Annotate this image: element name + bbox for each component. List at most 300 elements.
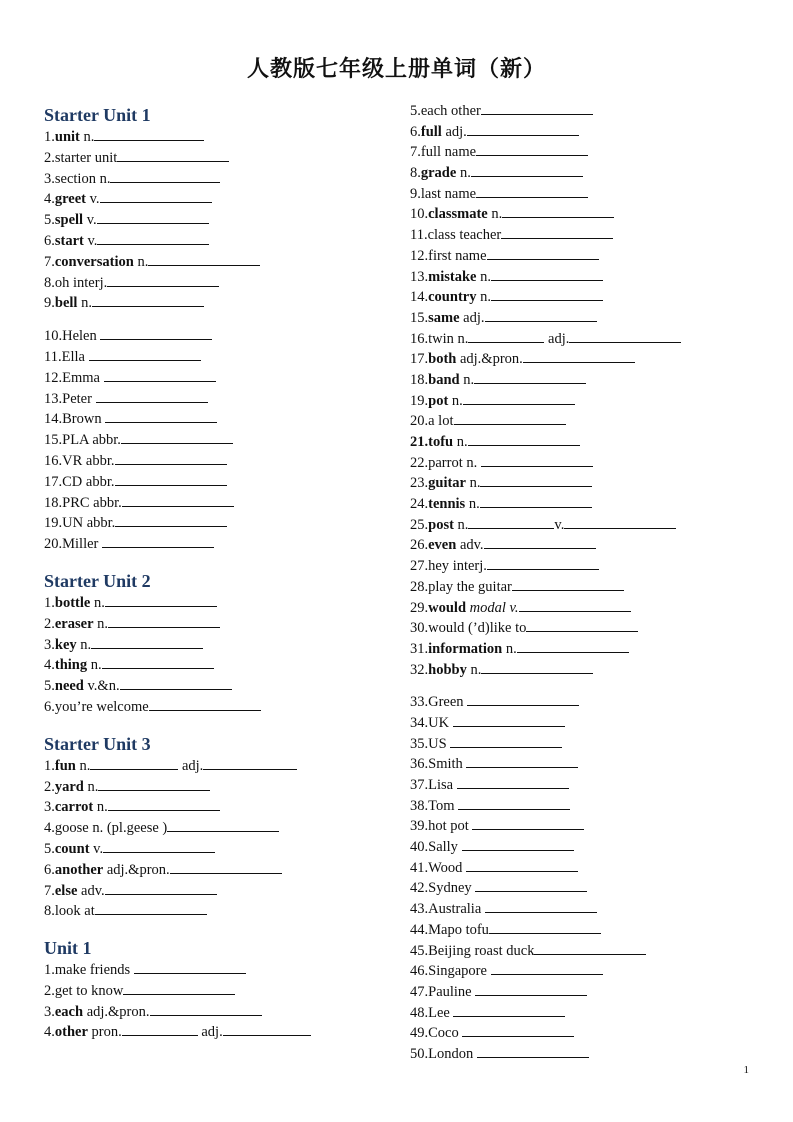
answer-blank[interactable] bbox=[468, 516, 554, 529]
item-word: would (’d)like to bbox=[428, 620, 527, 637]
part-of-speech: abbr. bbox=[89, 494, 122, 511]
answer-blank[interactable] bbox=[467, 123, 579, 136]
item-number: 8. bbox=[44, 274, 55, 291]
item-word: other bbox=[54, 1024, 88, 1041]
vocab-item bbox=[410, 692, 790, 713]
vocab-item bbox=[410, 411, 790, 432]
item-word: parrot bbox=[428, 454, 463, 471]
vocab-item bbox=[44, 273, 374, 294]
item-word: Smith bbox=[428, 756, 463, 773]
item-number: 2. bbox=[44, 982, 55, 999]
item-number: 38. bbox=[410, 797, 429, 814]
answer-blank[interactable] bbox=[501, 226, 613, 239]
part-of-speech: abbr. bbox=[82, 473, 115, 490]
vocab-item bbox=[410, 754, 790, 775]
item-number: 12. bbox=[410, 247, 429, 264]
vocab-item bbox=[44, 127, 374, 148]
item-word: same bbox=[428, 309, 460, 326]
answer-blank[interactable] bbox=[91, 636, 203, 649]
vocab-item bbox=[410, 899, 790, 920]
part-of-speech: abbr. bbox=[88, 432, 121, 449]
answer-blank[interactable] bbox=[466, 859, 578, 872]
item-number: 11. bbox=[410, 227, 428, 244]
vocab-item bbox=[410, 961, 790, 982]
item-number: 15. bbox=[44, 432, 63, 449]
right-column bbox=[410, 101, 790, 1065]
vocab-item bbox=[410, 775, 790, 796]
answer-blank[interactable] bbox=[487, 557, 599, 570]
item-number: 3. bbox=[44, 170, 55, 187]
answer-blank[interactable] bbox=[103, 840, 215, 853]
answer-blank[interactable] bbox=[476, 143, 588, 156]
item-word: hot pot bbox=[428, 818, 469, 835]
part-of-speech: n. bbox=[83, 778, 99, 795]
item-number: 1. bbox=[44, 594, 55, 611]
vocab-item bbox=[44, 697, 374, 718]
item-number: 44. bbox=[410, 921, 429, 938]
part-of-speech: n. bbox=[93, 799, 108, 816]
item-number: 4. bbox=[44, 1024, 55, 1041]
answer-blank[interactable] bbox=[90, 757, 178, 770]
vocab-item bbox=[410, 494, 790, 515]
vocab-item bbox=[410, 204, 790, 225]
answer-blank[interactable] bbox=[491, 268, 603, 281]
answer-blank[interactable] bbox=[487, 247, 599, 260]
answer-blank[interactable] bbox=[105, 594, 217, 607]
answer-blank[interactable] bbox=[450, 735, 562, 748]
vocab-item bbox=[410, 267, 790, 288]
vocab-item bbox=[410, 920, 790, 941]
vocab-item bbox=[44, 148, 374, 169]
part-of-speech: n. bbox=[465, 475, 481, 492]
item-word: Peter bbox=[62, 390, 92, 407]
answer-blank[interactable] bbox=[102, 535, 214, 548]
part-of-speech: n. bbox=[448, 392, 463, 409]
vocab-item bbox=[44, 368, 374, 389]
item-word: even bbox=[428, 537, 457, 554]
answer-blank[interactable] bbox=[122, 1023, 198, 1036]
vocab-item bbox=[44, 231, 374, 252]
answer-blank[interactable] bbox=[534, 942, 646, 955]
vocab-item bbox=[410, 515, 790, 536]
part-of-speech: adj. bbox=[459, 309, 485, 326]
part-of-speech-2: adj. bbox=[544, 330, 570, 347]
vocab-item bbox=[410, 639, 790, 660]
answer-blank[interactable] bbox=[481, 102, 593, 115]
item-number: 46. bbox=[410, 963, 429, 980]
item-word: bottle bbox=[54, 594, 91, 611]
answer-blank[interactable] bbox=[485, 900, 597, 913]
answer-blank[interactable] bbox=[150, 1003, 262, 1016]
vocab-item bbox=[410, 982, 790, 1003]
answer-blank[interactable] bbox=[481, 454, 593, 467]
answer-blank[interactable] bbox=[203, 757, 297, 770]
vocab-item bbox=[410, 225, 790, 246]
item-number: 42. bbox=[410, 880, 429, 897]
vocab-item bbox=[410, 713, 790, 734]
item-word: grade bbox=[420, 165, 457, 182]
item-word: fun bbox=[54, 757, 76, 774]
vocab-item bbox=[410, 391, 790, 412]
answer-blank[interactable] bbox=[526, 619, 638, 632]
vocab-item bbox=[44, 901, 374, 922]
item-number: 35. bbox=[410, 735, 429, 752]
item-number: 20. bbox=[44, 536, 63, 553]
item-number: 8. bbox=[410, 165, 421, 182]
part-of-speech: v. bbox=[89, 840, 104, 857]
item-number: 34. bbox=[410, 714, 429, 731]
item-number: 18. bbox=[44, 494, 63, 511]
item-word: Lee bbox=[428, 1004, 450, 1021]
vocab-item bbox=[410, 184, 790, 205]
item-number: 49. bbox=[410, 1025, 429, 1042]
item-word: Green bbox=[428, 694, 464, 711]
item-word: guitar bbox=[428, 475, 466, 492]
item-number: 11. bbox=[44, 348, 62, 365]
page-title: 人教版七年级上册单词（新） bbox=[246, 56, 546, 82]
vocab-item bbox=[410, 1003, 790, 1024]
answer-blank[interactable] bbox=[471, 164, 583, 177]
answer-blank[interactable] bbox=[463, 392, 575, 405]
item-word: look at bbox=[54, 903, 95, 920]
answer-blank[interactable] bbox=[462, 838, 574, 851]
item-word: Sydney bbox=[428, 880, 472, 897]
part-of-speech: n. bbox=[476, 289, 491, 306]
item-word: UN bbox=[62, 515, 84, 532]
answer-blank[interactable] bbox=[115, 452, 227, 465]
answer-blank[interactable] bbox=[107, 274, 219, 287]
answer-blank[interactable] bbox=[223, 1023, 311, 1036]
part-of-speech: interj. bbox=[69, 274, 108, 291]
answer-blank[interactable] bbox=[475, 879, 587, 892]
part-of-speech: n. bbox=[459, 371, 475, 388]
answer-blank[interactable] bbox=[115, 473, 227, 486]
answer-blank[interactable] bbox=[110, 170, 220, 183]
vocab-item bbox=[44, 1022, 374, 1043]
part-of-speech: n. bbox=[79, 129, 95, 145]
item-number: 21. bbox=[410, 434, 429, 450]
part-of-speech: adj.&pron. bbox=[83, 1003, 150, 1020]
part-of-speech: pron. bbox=[87, 1024, 122, 1041]
answer-blank[interactable] bbox=[564, 516, 676, 529]
answer-blank[interactable] bbox=[89, 348, 201, 361]
answer-blank[interactable] bbox=[480, 495, 592, 508]
item-word: US bbox=[428, 735, 447, 752]
item-number: 5. bbox=[44, 212, 55, 229]
item-number: 3. bbox=[44, 799, 55, 816]
item-word: Miller bbox=[62, 536, 99, 553]
item-number: 29. bbox=[410, 599, 429, 616]
vocab-item bbox=[44, 797, 374, 818]
section-heading: Unit 1 bbox=[44, 938, 92, 959]
answer-blank[interactable] bbox=[149, 698, 261, 711]
vocab-item bbox=[44, 493, 374, 514]
answer-blank[interactable] bbox=[491, 962, 603, 975]
vocab-item bbox=[410, 349, 790, 370]
vocab-item bbox=[44, 293, 374, 314]
part-of-speech: modal v. bbox=[466, 599, 519, 616]
item-number: 41. bbox=[410, 859, 429, 876]
item-number: 6. bbox=[44, 698, 55, 715]
item-word: Beijing roast duck bbox=[428, 942, 535, 959]
answer-blank[interactable] bbox=[468, 330, 544, 343]
vocab-item bbox=[44, 593, 374, 614]
vocab-item bbox=[44, 409, 374, 430]
item-word: CD bbox=[62, 473, 83, 490]
item-word: twin bbox=[428, 330, 454, 347]
vocab-item bbox=[44, 981, 374, 1002]
vocab-item bbox=[410, 837, 790, 858]
vocab-item bbox=[410, 473, 790, 494]
answer-blank[interactable] bbox=[108, 798, 220, 811]
answer-blank[interactable] bbox=[105, 882, 217, 895]
answer-blank[interactable] bbox=[519, 599, 631, 612]
vocab-item bbox=[410, 858, 790, 879]
vocab-item bbox=[44, 614, 374, 635]
item-word: PRC bbox=[62, 494, 90, 511]
item-word: need bbox=[54, 678, 84, 695]
item-number: 4. bbox=[44, 657, 55, 674]
part-of-speech: adj.&pron. bbox=[103, 861, 170, 878]
item-number: 20. bbox=[410, 413, 429, 430]
item-word: start bbox=[54, 232, 84, 249]
item-word: Australia bbox=[428, 901, 482, 918]
item-number: 40. bbox=[410, 839, 429, 856]
item-word: full bbox=[420, 123, 442, 140]
item-number: 39. bbox=[410, 818, 429, 835]
item-number: 4. bbox=[44, 820, 55, 837]
answer-blank[interactable] bbox=[569, 330, 681, 343]
vocab-item bbox=[44, 389, 374, 410]
item-word: Singapore bbox=[428, 963, 487, 980]
item-number: 2. bbox=[44, 615, 55, 632]
answer-blank[interactable] bbox=[167, 819, 279, 832]
vocab-item bbox=[410, 246, 790, 267]
answer-blank[interactable] bbox=[95, 902, 207, 915]
vocab-item bbox=[44, 676, 374, 697]
item-number: 2. bbox=[44, 778, 55, 795]
part-of-speech: n. bbox=[465, 496, 480, 513]
answer-blank[interactable] bbox=[120, 677, 232, 690]
answer-blank[interactable] bbox=[477, 1045, 589, 1058]
item-word: greet bbox=[54, 191, 86, 208]
part-of-speech-2: adj. bbox=[197, 1024, 223, 1041]
answer-blank[interactable] bbox=[523, 350, 635, 363]
vocab-item bbox=[44, 777, 374, 798]
answer-blank[interactable] bbox=[100, 327, 212, 340]
answer-blank[interactable] bbox=[100, 190, 212, 203]
answer-blank[interactable] bbox=[485, 309, 597, 322]
vocab-item bbox=[410, 734, 790, 755]
item-number: 6. bbox=[44, 232, 55, 249]
item-number: 24. bbox=[410, 496, 429, 513]
answer-blank[interactable] bbox=[134, 961, 246, 974]
answer-blank[interactable] bbox=[457, 776, 569, 789]
item-word: another bbox=[54, 861, 104, 878]
vocab-item bbox=[410, 618, 790, 639]
item-number: 45. bbox=[410, 942, 429, 959]
answer-blank[interactable] bbox=[491, 288, 603, 301]
vocab-item bbox=[410, 1044, 790, 1065]
answer-blank[interactable] bbox=[117, 149, 229, 162]
vocab-item bbox=[410, 598, 790, 619]
vocab-item bbox=[44, 655, 374, 676]
item-number: 2. bbox=[44, 149, 55, 166]
answer-blank[interactable] bbox=[512, 578, 624, 591]
answer-blank[interactable] bbox=[458, 797, 570, 810]
item-word: goose bbox=[54, 820, 89, 837]
answer-blank[interactable] bbox=[94, 128, 204, 141]
vocab-item bbox=[44, 451, 374, 472]
answer-blank[interactable] bbox=[489, 921, 601, 934]
part-of-speech: adv. bbox=[77, 882, 105, 899]
item-number: 1. bbox=[44, 129, 55, 145]
answer-blank[interactable] bbox=[121, 431, 233, 444]
answer-blank[interactable] bbox=[170, 861, 282, 874]
item-word: get to know bbox=[54, 982, 124, 999]
part-of-speech: abbr. bbox=[83, 515, 116, 532]
part-of-speech: n. bbox=[90, 594, 105, 611]
answer-blank[interactable] bbox=[102, 656, 214, 669]
item-number: 32. bbox=[410, 661, 429, 678]
vocab-item bbox=[410, 941, 790, 962]
vocab-item bbox=[410, 142, 790, 163]
item-word: Ella bbox=[61, 348, 85, 365]
answer-blank[interactable] bbox=[122, 494, 234, 507]
item-number: 23. bbox=[410, 475, 429, 492]
item-word: Tom bbox=[428, 797, 455, 814]
answer-blank[interactable] bbox=[476, 185, 588, 198]
answer-blank[interactable] bbox=[502, 205, 614, 218]
vocab-item bbox=[410, 796, 790, 817]
item-number: 25. bbox=[410, 516, 429, 533]
item-number: 5. bbox=[44, 840, 55, 857]
answer-blank[interactable] bbox=[108, 615, 220, 628]
answer-blank[interactable] bbox=[148, 253, 260, 266]
item-word: you’re welcome bbox=[54, 698, 149, 715]
answer-blank[interactable] bbox=[453, 714, 565, 727]
item-number: 13. bbox=[44, 390, 63, 407]
section-heading: Starter Unit 1 bbox=[44, 105, 151, 125]
answer-blank[interactable] bbox=[462, 1024, 574, 1037]
answer-blank[interactable] bbox=[481, 661, 593, 674]
vocab-item bbox=[44, 326, 374, 347]
part-of-speech: n. bbox=[453, 330, 469, 347]
item-word: Mapo tofu bbox=[428, 921, 489, 938]
item-word: hey bbox=[428, 558, 450, 575]
item-number: 7. bbox=[410, 144, 421, 161]
vocab-item bbox=[410, 101, 790, 122]
item-word: Emma bbox=[62, 369, 100, 386]
answer-blank[interactable] bbox=[517, 640, 629, 653]
answer-blank[interactable] bbox=[468, 433, 580, 446]
item-word: PLA bbox=[62, 432, 89, 449]
answer-blank[interactable] bbox=[474, 371, 586, 384]
part-of-speech: n. bbox=[87, 657, 102, 674]
vocab-item bbox=[410, 660, 790, 681]
item-word: Coco bbox=[428, 1025, 459, 1042]
item-word: last name bbox=[420, 185, 477, 202]
answer-blank[interactable] bbox=[484, 536, 596, 549]
vocab-item bbox=[410, 453, 790, 474]
vocab-item bbox=[44, 839, 374, 860]
answer-blank[interactable] bbox=[472, 817, 584, 830]
item-word: class teacher bbox=[427, 227, 502, 244]
answer-blank[interactable] bbox=[480, 474, 592, 487]
answer-blank[interactable] bbox=[454, 412, 566, 425]
answer-blank[interactable] bbox=[98, 778, 210, 791]
vocab-item bbox=[410, 329, 790, 350]
answer-blank[interactable] bbox=[92, 294, 204, 307]
item-word: would bbox=[428, 599, 467, 616]
item-word: bell bbox=[54, 295, 78, 312]
item-number: 12. bbox=[44, 369, 63, 386]
answer-blank[interactable] bbox=[467, 693, 579, 706]
answer-blank[interactable] bbox=[453, 1004, 565, 1017]
item-word: tofu bbox=[428, 434, 454, 450]
item-word: post bbox=[428, 516, 454, 533]
item-number: 16. bbox=[410, 330, 429, 347]
item-number: 10. bbox=[44, 328, 63, 345]
item-number: 31. bbox=[410, 640, 429, 657]
answer-blank[interactable] bbox=[96, 390, 208, 403]
vocab-item bbox=[44, 1002, 374, 1023]
item-number: 15. bbox=[410, 309, 429, 326]
item-word: information bbox=[428, 640, 503, 657]
answer-blank[interactable] bbox=[466, 755, 578, 768]
vocab-item bbox=[44, 818, 374, 839]
item-number: 8. bbox=[44, 903, 55, 920]
part-of-speech: n. bbox=[76, 636, 92, 653]
part-of-speech: n. bbox=[502, 640, 517, 657]
vocab-item bbox=[410, 535, 790, 556]
item-number: 22. bbox=[410, 454, 429, 471]
item-word: count bbox=[54, 840, 90, 857]
part-of-speech: n. bbox=[453, 516, 469, 533]
vocab-item bbox=[44, 347, 374, 368]
answer-blank[interactable] bbox=[104, 369, 216, 382]
answer-blank[interactable] bbox=[115, 514, 227, 527]
vocab-item bbox=[44, 960, 374, 981]
vocab-item bbox=[44, 860, 374, 881]
vocab-item bbox=[410, 163, 790, 184]
vocab-item bbox=[410, 432, 790, 453]
answer-blank[interactable] bbox=[105, 410, 217, 423]
answer-blank[interactable] bbox=[475, 983, 587, 996]
vocab-item bbox=[44, 635, 374, 656]
item-number: 14. bbox=[410, 289, 429, 306]
vocab-item bbox=[44, 513, 374, 534]
item-number: 16. bbox=[44, 452, 63, 469]
item-word: unit bbox=[54, 129, 80, 145]
item-word: mistake bbox=[428, 268, 477, 285]
part-of-speech: abbr. bbox=[82, 452, 115, 469]
answer-blank[interactable] bbox=[97, 211, 209, 224]
item-word: eraser bbox=[54, 615, 94, 632]
answer-blank[interactable] bbox=[97, 232, 209, 245]
part-of-speech: n. (pl.geese ) bbox=[88, 820, 168, 837]
item-word: each other bbox=[420, 103, 481, 119]
part-of-speech: adv. bbox=[456, 537, 484, 554]
item-word: a lot bbox=[428, 413, 454, 430]
answer-blank[interactable] bbox=[123, 982, 235, 995]
item-word: both bbox=[428, 351, 457, 368]
item-word: Helen bbox=[62, 328, 97, 345]
item-word: play the guitar bbox=[428, 578, 512, 595]
left-column bbox=[44, 101, 374, 1043]
vocab-item bbox=[410, 308, 790, 329]
part-of-speech: adj. bbox=[441, 123, 467, 140]
